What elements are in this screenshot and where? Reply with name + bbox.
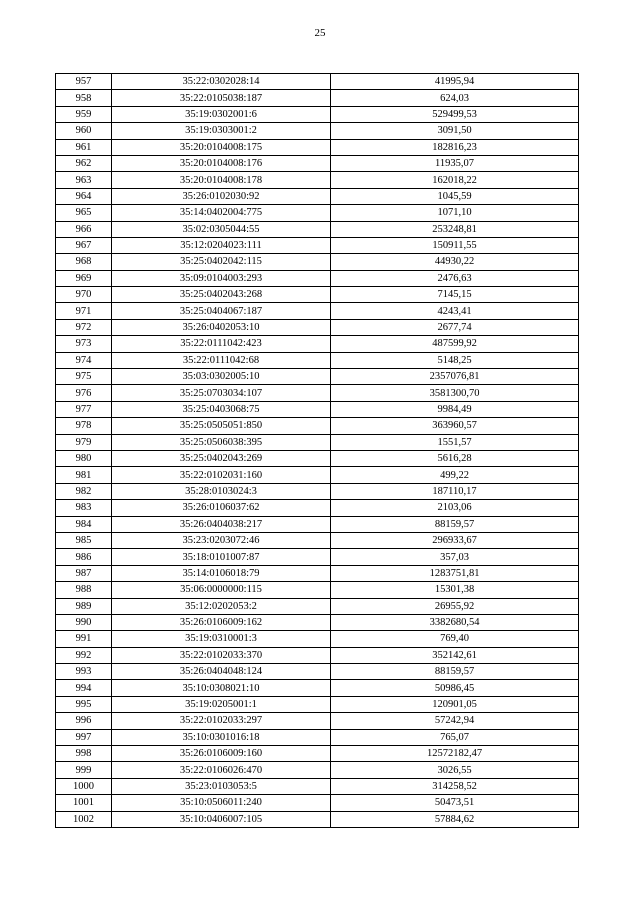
cadastral-number-cell: 35:22:0302028:14: [112, 74, 331, 90]
cadastral-number-cell: 35:02:0305044:55: [112, 221, 331, 237]
row-number-cell: 991: [56, 631, 112, 647]
cadastral-number-cell: 35:28:0103024:3: [112, 483, 331, 499]
table-row: [56, 532, 579, 548]
cadastral-number-cell: 35:06:0000000:115: [112, 582, 331, 598]
row-number-cell: 978: [56, 418, 112, 434]
table-row: [56, 778, 579, 794]
table-row: [56, 369, 579, 385]
value-cell: 624,03: [331, 90, 579, 106]
cadastral-value-table: [55, 73, 579, 828]
value-cell: 120901,05: [331, 696, 579, 712]
value-cell: 2677,74: [331, 319, 579, 335]
cadastral-number-cell: 35:22:0102033:370: [112, 647, 331, 663]
table-row: [56, 385, 579, 401]
cadastral-number-cell: 35:25:0505051:850: [112, 418, 331, 434]
table-row: [56, 254, 579, 270]
row-number-cell: 997: [56, 729, 112, 745]
table-row: [56, 106, 579, 122]
value-cell: 1071,10: [331, 205, 579, 221]
cadastral-number-cell: 35:19:0302001:6: [112, 106, 331, 122]
cadastral-number-cell: 35:10:0301016:18: [112, 729, 331, 745]
value-cell: 3382680,54: [331, 614, 579, 630]
cadastral-number-cell: 35:25:0402042:115: [112, 254, 331, 270]
table-row: [56, 598, 579, 614]
row-number-cell: 967: [56, 237, 112, 253]
row-number-cell: 982: [56, 483, 112, 499]
value-cell: 162018,22: [331, 172, 579, 188]
table-row: [56, 795, 579, 811]
table-row: [56, 614, 579, 630]
table-row: [56, 729, 579, 745]
table-row: [56, 483, 579, 499]
value-cell: 11935,07: [331, 155, 579, 171]
value-cell: 150911,55: [331, 237, 579, 253]
table-row: [56, 139, 579, 155]
table-row: [56, 664, 579, 680]
table-row: [56, 647, 579, 663]
table-row: [56, 303, 579, 319]
row-number-cell: 961: [56, 139, 112, 155]
value-cell: 57242,94: [331, 713, 579, 729]
cadastral-number-cell: 35:25:0703034:107: [112, 385, 331, 401]
table-row: [56, 336, 579, 352]
row-number-cell: 975: [56, 369, 112, 385]
cadastral-number-cell: 35:23:0203072:46: [112, 532, 331, 548]
cadastral-number-cell: 35:09:0104003:293: [112, 270, 331, 286]
row-number-cell: 989: [56, 598, 112, 614]
table-row: [56, 680, 579, 696]
cadastral-number-cell: 35:26:0106009:160: [112, 746, 331, 762]
row-number-cell: 995: [56, 696, 112, 712]
value-cell: 5148,25: [331, 352, 579, 368]
table-row: [56, 746, 579, 762]
value-cell: 57884,62: [331, 811, 579, 827]
cadastral-number-cell: 35:10:0308021:10: [112, 680, 331, 696]
table-row: [56, 565, 579, 581]
table-row: [56, 352, 579, 368]
table-row: [56, 205, 579, 221]
table-row: [56, 713, 579, 729]
cadastral-number-cell: 35:20:0104008:178: [112, 172, 331, 188]
cadastral-number-cell: 35:19:0303001:2: [112, 123, 331, 139]
row-number-cell: 987: [56, 565, 112, 581]
row-number-cell: 986: [56, 549, 112, 565]
value-cell: 499,22: [331, 467, 579, 483]
row-number-cell: 994: [56, 680, 112, 696]
value-cell: 12572182,47: [331, 746, 579, 762]
value-cell: 50986,45: [331, 680, 579, 696]
value-cell: 182816,23: [331, 139, 579, 155]
table-row: [56, 811, 579, 827]
page-number: 25: [314, 27, 326, 39]
row-number-cell: 981: [56, 467, 112, 483]
row-number-cell: 960: [56, 123, 112, 139]
table-row: [56, 401, 579, 417]
table-row: [56, 123, 579, 139]
value-cell: 296933,67: [331, 532, 579, 548]
value-cell: 2103,06: [331, 500, 579, 516]
value-cell: 357,03: [331, 549, 579, 565]
value-cell: 7145,15: [331, 287, 579, 303]
row-number-cell: 996: [56, 713, 112, 729]
cadastral-number-cell: 35:22:0105038:187: [112, 90, 331, 106]
cadastral-number-cell: 35:25:0402043:268: [112, 287, 331, 303]
cadastral-number-cell: 35:22:0102033:297: [112, 713, 331, 729]
value-cell: 1283751,81: [331, 565, 579, 581]
value-cell: 363960,57: [331, 418, 579, 434]
value-cell: 44930,22: [331, 254, 579, 270]
table-row: [56, 549, 579, 565]
row-number-cell: 993: [56, 664, 112, 680]
value-cell: 487599,92: [331, 336, 579, 352]
row-number-cell: 1001: [56, 795, 112, 811]
value-cell: 314258,52: [331, 778, 579, 794]
row-number-cell: 1000: [56, 778, 112, 794]
table-row: [56, 516, 579, 532]
value-cell: 187110,17: [331, 483, 579, 499]
cadastral-number-cell: 35:25:0506038:395: [112, 434, 331, 450]
value-cell: 3091,50: [331, 123, 579, 139]
value-cell: 253248,81: [331, 221, 579, 237]
row-number-cell: 959: [56, 106, 112, 122]
row-number-cell: 998: [56, 746, 112, 762]
row-number-cell: 969: [56, 270, 112, 286]
value-cell: 4243,41: [331, 303, 579, 319]
value-cell: 3581300,70: [331, 385, 579, 401]
value-cell: 5616,28: [331, 450, 579, 466]
value-cell: 3026,55: [331, 762, 579, 778]
row-number-cell: 980: [56, 450, 112, 466]
value-cell: 88159,57: [331, 664, 579, 680]
table-row: [56, 172, 579, 188]
value-cell: 769,40: [331, 631, 579, 647]
cadastral-number-cell: 35:19:0205001:1: [112, 696, 331, 712]
cadastral-number-cell: 35:26:0102030:92: [112, 188, 331, 204]
row-number-cell: 970: [56, 287, 112, 303]
cadastral-number-cell: 35:19:0310001:3: [112, 631, 331, 647]
cadastral-number-cell: 35:26:0402053:10: [112, 319, 331, 335]
row-number-cell: 963: [56, 172, 112, 188]
cadastral-number-cell: 35:18:0101007:87: [112, 549, 331, 565]
table-row: [56, 762, 579, 778]
value-cell: 2357076,81: [331, 369, 579, 385]
table-row: [56, 155, 579, 171]
row-number-cell: 972: [56, 319, 112, 335]
row-number-cell: 958: [56, 90, 112, 106]
cadastral-number-cell: 35:25:0403068:75: [112, 401, 331, 417]
cadastral-number-cell: 35:14:0106018:79: [112, 565, 331, 581]
row-number-cell: 964: [56, 188, 112, 204]
row-number-cell: 968: [56, 254, 112, 270]
row-number-cell: 976: [56, 385, 112, 401]
table-row: [56, 287, 579, 303]
cadastral-number-cell: 35:26:0106037:62: [112, 500, 331, 516]
cadastral-number-cell: 35:10:0506011:240: [112, 795, 331, 811]
table-row: [56, 434, 579, 450]
table-row: [56, 188, 579, 204]
table-row: [56, 467, 579, 483]
cadastral-number-cell: 35:22:0111042:423: [112, 336, 331, 352]
table-row: [56, 237, 579, 253]
value-cell: 352142,61: [331, 647, 579, 663]
row-number-cell: 992: [56, 647, 112, 663]
table-body: [56, 74, 579, 828]
table-row: [56, 582, 579, 598]
cadastral-number-cell: 35:10:0406007:105: [112, 811, 331, 827]
row-number-cell: 977: [56, 401, 112, 417]
table-row: [56, 270, 579, 286]
cadastral-number-cell: 35:25:0404067:187: [112, 303, 331, 319]
cadastral-number-cell: 35:22:0106026:470: [112, 762, 331, 778]
cadastral-number-cell: 35:23:0103053:5: [112, 778, 331, 794]
value-cell: 41995,94: [331, 74, 579, 90]
cadastral-number-cell: 35:22:0111042:68: [112, 352, 331, 368]
row-number-cell: 990: [56, 614, 112, 630]
value-cell: 529499,53: [331, 106, 579, 122]
table-row: [56, 696, 579, 712]
value-cell: 1045,59: [331, 188, 579, 204]
row-number-cell: 1002: [56, 811, 112, 827]
value-cell: 50473,51: [331, 795, 579, 811]
value-cell: 88159,57: [331, 516, 579, 532]
cadastral-number-cell: 35:03:0302005:10: [112, 369, 331, 385]
cadastral-number-cell: 35:26:0404048:124: [112, 664, 331, 680]
table-row: [56, 90, 579, 106]
table-row: [56, 500, 579, 516]
value-cell: 26955,92: [331, 598, 579, 614]
cadastral-number-cell: 35:12:0202053:2: [112, 598, 331, 614]
cadastral-number-cell: 35:20:0104008:175: [112, 139, 331, 155]
cadastral-number-cell: 35:26:0106009:162: [112, 614, 331, 630]
table-row: [56, 631, 579, 647]
row-number-cell: 984: [56, 516, 112, 532]
row-number-cell: 983: [56, 500, 112, 516]
row-number-cell: 962: [56, 155, 112, 171]
cadastral-number-cell: 35:14:0402004:775: [112, 205, 331, 221]
cadastral-number-cell: 35:22:0102031:160: [112, 467, 331, 483]
table-row: [56, 418, 579, 434]
value-cell: 1551,57: [331, 434, 579, 450]
value-cell: 9984,49: [331, 401, 579, 417]
row-number-cell: 979: [56, 434, 112, 450]
row-number-cell: 965: [56, 205, 112, 221]
table-row: [56, 221, 579, 237]
row-number-cell: 971: [56, 303, 112, 319]
row-number-cell: 966: [56, 221, 112, 237]
table-row: [56, 319, 579, 335]
value-cell: 765,07: [331, 729, 579, 745]
value-cell: 15301,38: [331, 582, 579, 598]
table-row: [56, 450, 579, 466]
cadastral-number-cell: 35:26:0404038:217: [112, 516, 331, 532]
row-number-cell: 985: [56, 532, 112, 548]
cadastral-number-cell: 35:20:0104008:176: [112, 155, 331, 171]
row-number-cell: 999: [56, 762, 112, 778]
cadastral-number-cell: 35:25:0402043:269: [112, 450, 331, 466]
cadastral-number-cell: 35:12:0204023:111: [112, 237, 331, 253]
row-number-cell: 957: [56, 74, 112, 90]
row-number-cell: 973: [56, 336, 112, 352]
table-row: [56, 74, 579, 90]
row-number-cell: 988: [56, 582, 112, 598]
row-number-cell: 974: [56, 352, 112, 368]
value-cell: 2476,63: [331, 270, 579, 286]
